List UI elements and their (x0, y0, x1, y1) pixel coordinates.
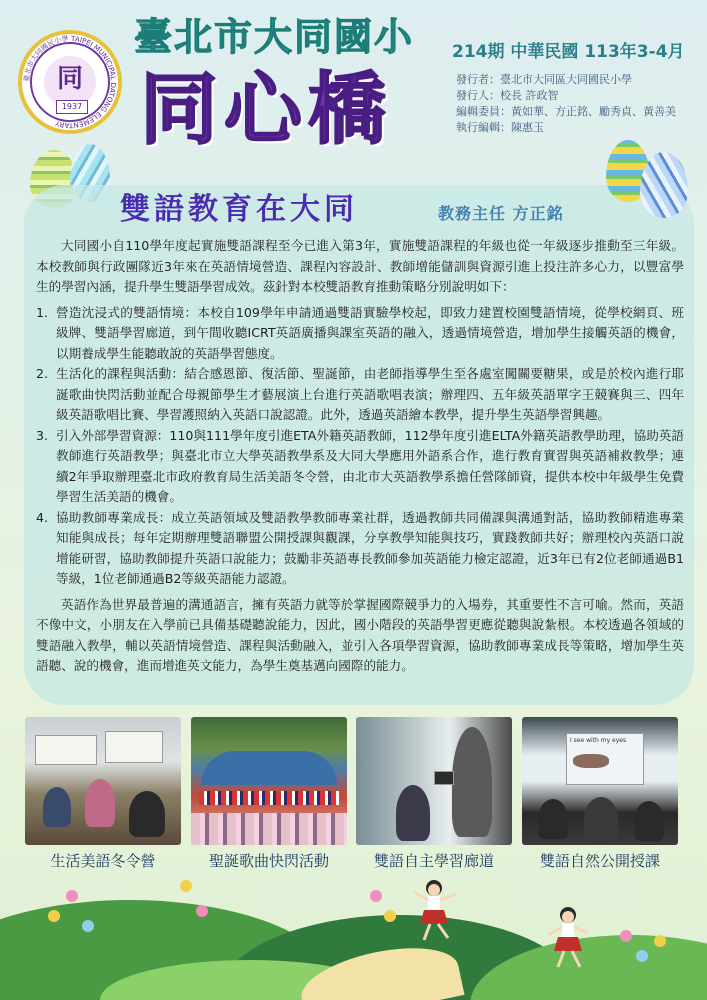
list-item (36, 303, 684, 365)
credit-line: 發行者：臺北市大同區大同國民小學 (456, 73, 632, 86)
flower-icon (370, 890, 382, 902)
list-number: 4. (36, 509, 49, 525)
issue-info: 214期 中華民國 113年3-4月 (452, 42, 685, 62)
student-figure (396, 785, 430, 841)
flower-icon (384, 910, 396, 922)
crowd-row (191, 813, 347, 845)
logo-year: 1937 (56, 100, 88, 114)
flower-icon (654, 935, 666, 947)
stage-arch (201, 751, 337, 785)
strategy-list (36, 303, 684, 590)
article-title: 雙語教育在大同 (120, 192, 358, 227)
photo-caption: 聖誕歌曲快閃活動 (208, 852, 329, 870)
school-name: 臺北市大同國小 (134, 15, 415, 59)
running-girl-illustration (540, 905, 596, 975)
student-figure (129, 791, 165, 837)
article-author: 教務主任 方正銘 (438, 204, 564, 223)
projector-screen (566, 733, 644, 785)
list-item (36, 508, 684, 590)
student-figure (634, 801, 664, 841)
list-number: 3. (36, 427, 49, 443)
whiteboard (35, 735, 97, 765)
photo-science-class (522, 717, 678, 845)
flower-icon (48, 910, 60, 922)
running-girl-illustration (404, 878, 464, 948)
list-text: 引入外部學習資源：110與111學年度引進ETA外籍英語教師，112學年度引進ELTA外籍英語教學助理，協助英語教師進行英語教學；與臺北市立大學英語教學系及大同大學應用外語系合作，進行教育實習與英語補救教學；連續2年爭取辦理臺北市政府教育局生活美語冬令營，由北市大英語教學系擔任營隊師資，提供本校中年級學生免費學習生活美語的機會。 (56, 427, 684, 504)
flower-icon (82, 920, 94, 932)
list-text: 營造沈浸式的雙語情境：本校自109學年申請通過雙語實驗學校起，即致力建置校園雙語情境，從學校網頁、班級牌、雙語學習廊道，到午間收聽ICRT英語廣播與課室英語的融入，透過情境營造，增加學生接觸英語的機會，以期養成學生能聽敢說的英語學習態度。 (56, 304, 684, 361)
list-number: 2. (36, 366, 49, 381)
photo-bilingual-corridor (356, 717, 512, 845)
credit-line: 發行人：校長 許政智 (456, 89, 559, 102)
logo-glyph: 同 (56, 64, 83, 94)
slide-text: I see with my eyes (570, 737, 627, 744)
photo-caption: 生活美語冬令營 (50, 852, 156, 870)
school-logo (18, 30, 122, 134)
list-number: 1. (36, 304, 49, 320)
photo-caption: 雙語自主學習廊道 (373, 852, 494, 870)
credit-line: 編輯委員：黃如華、方正銘、勵秀貞、黃善美 (456, 105, 676, 118)
crowd-row (199, 791, 339, 805)
whiteboard (105, 731, 163, 763)
svg-text:臺北市大同國民小學 TAIPEI MUNICIPAL DAT: 臺北市大同國民小學 TAIPEI MUNICIPAL DATONG ELEMENTARY (22, 34, 118, 130)
credits (456, 72, 701, 136)
student-figure (43, 787, 71, 827)
photo-winter-camp (25, 717, 181, 845)
article-conclusion: 英語作為世界最普遍的溝通語言，擁有英語力就等於掌握國際競爭力的入場券，其重要性不言可喻。然而，英語不像中文，小朋友在入學前已具備基礎聽說能力，因此，國小階段的英語學習更應從聽與說紮根。本校透過各領域的雙語融入教學，輔以英語情境營造、課程與活動融入，並引入各項學習資源，協助教師專業成長等策略，增加學生英語聽、說的機會，進而增進英文能力，為學生奠基邁向國際的能力。 (36, 596, 684, 673)
student-figure (584, 797, 618, 841)
flower-icon (620, 930, 632, 942)
article-intro: 大同國小自110學年度起實施雙語課程至今已進入第3年，實施雙語課程的年級也從一年級逐步推動至三年級。本校教師與行政團隊近3年來在英語情境營造、課程內容設計、教師增能儲訓與資源引進上投注許多心力，以豐富學生的學習內涵，提升學生雙語學習成效。茲針對本校雙語教育推動策略分別說明如下： (36, 238, 684, 294)
eye-image (573, 754, 609, 768)
tablet (434, 771, 454, 785)
photo-caption: 雙語自然公開授課 (539, 852, 660, 870)
flower-icon (636, 950, 648, 962)
photo-christmas-flashmob (191, 717, 347, 845)
teacher-figure (452, 727, 492, 837)
flower-icon (180, 880, 192, 892)
flower-icon (196, 905, 208, 917)
easter-egg-icon (640, 152, 688, 218)
student-figure (538, 799, 568, 839)
list-item (36, 364, 684, 426)
flower-icon (66, 890, 78, 902)
student-figure (85, 779, 115, 827)
newsletter-title: 同心橋 (140, 65, 393, 155)
list-text: 協助教師專業成長：成立英語領域及雙語教學教師專業社群，透過教師共同備課與溝通對話，協助教師精進專業知能與成長；每年定期辦理雙語聯盟公開授課與觀課，分享教學知能與技巧，實踐教師共好；辦理校內英語口說增能研習，協助教師提升英語口說能力；鼓勵非英語專長教師參加英語能力檢定認證，近3年已有2位老師通過B1等級，1位老師通過B2等級英語能力認證。 (56, 509, 684, 586)
credit-line: 執行編輯：陳惠玉 (456, 121, 544, 134)
list-text: 生活化的課程與活動：結合感恩節、復活節、聖誕節，由老師指導學生至各處室闖關要糖果，或是於校內進行耶誕歌曲快閃活動並配合母親節學生才藝展演上台進行英語歌唱表演；辦理四、五年級英語單字王競賽與三、四年級英語歌唱比賽、學習護照納入英語口說認證。此外，透過英語繪本教學，提升學生英語學習興趣。 (56, 366, 684, 422)
list-item (36, 426, 684, 508)
article-body (36, 236, 684, 677)
